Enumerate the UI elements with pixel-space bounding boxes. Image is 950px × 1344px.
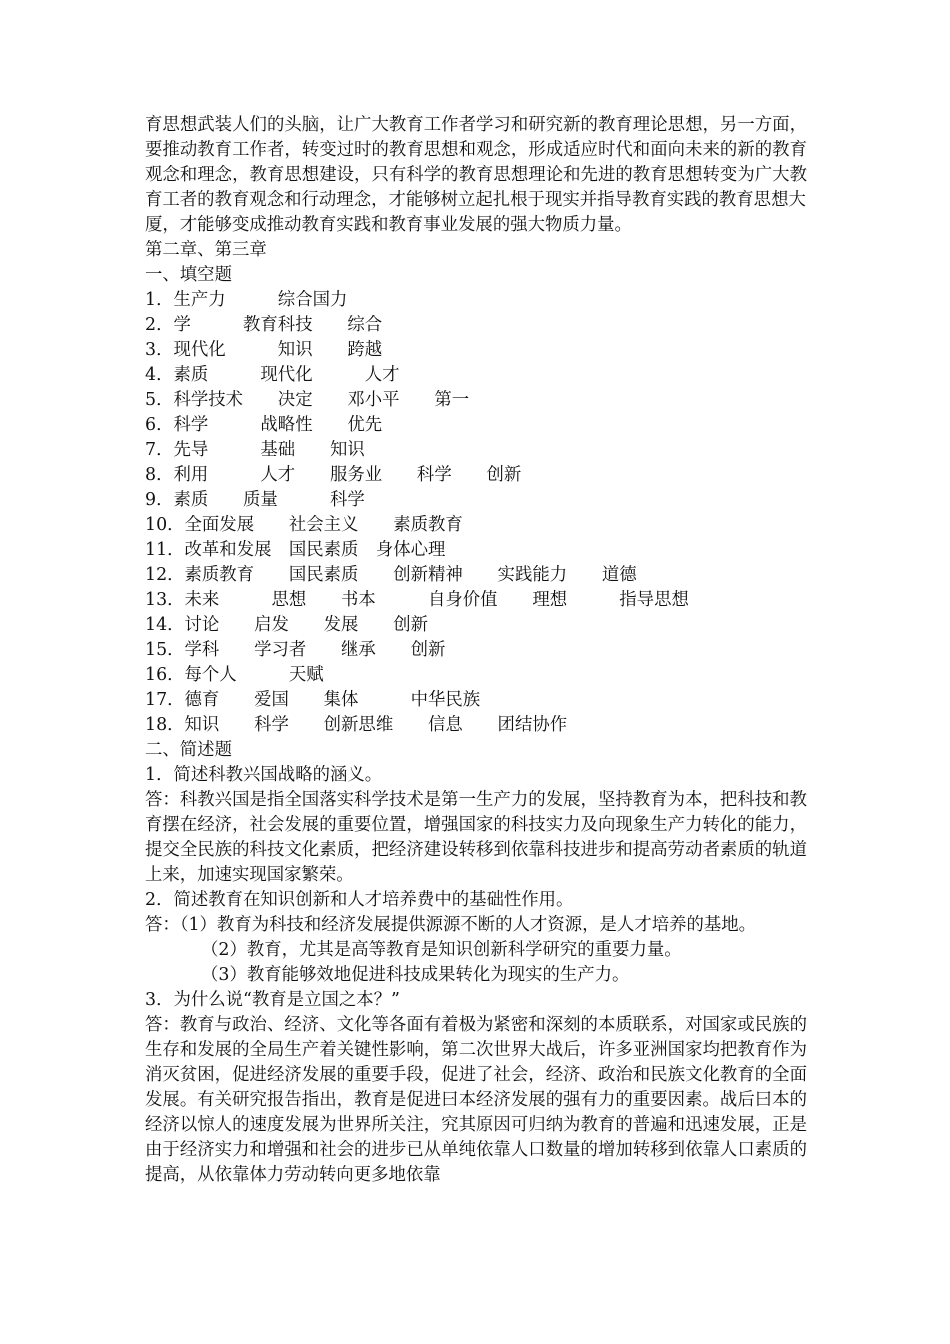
fill-blank-item: 8．利用 人才 服务业 科学 创新 [145,465,522,485]
fill-blank-item: 4．素质 现代化 人才 [145,365,400,385]
question-2: 2．简述教育在知识创新和人才培养费中的基础性作用。 [145,890,574,910]
question-3: 3．为什么说“教育是立国之本？” [145,990,400,1010]
document-page [145,113,807,1188]
answer-2-point-2: （2）教育，尤其是高等教育是知识创新科学研究的重要力量。 [201,940,682,960]
fill-blank-item: 16．每个人 天赋 [145,665,324,685]
fill-blank-heading: 一、填空题 [145,265,232,285]
answer-1: 答：科教兴国是指全国落实科学技术是第一生产力的发展，坚持教育为本，把科技和教育摆在经济，社会发展的重要位置，增强国家的科技实力及向现象生产力转化的能力，提交全民族的科技文化素质，把经济建设转移到依靠科技进步和提高劳动者素质的轨道上来，加速实现国家繁荣。 [145,790,807,885]
fill-blank-item: 2．学 教育科技 综合 [145,315,383,335]
fill-blank-item: 7．先导 基础 知识 [145,440,365,460]
fill-blank-item: 12．素质教育 国民素质 创新精神 实践能力 道德 [145,565,637,585]
fill-blank-item: 15．学科 学习者 继承 创新 [145,640,446,660]
fill-blank-list [145,288,807,738]
question-1: 1．简述科教兴国战略的涵义。 [145,765,383,785]
intro-continuation: 厦，才能够变成推动教育实践和教育事业发展的强大物质力量。 [145,215,632,235]
fill-blank-item: 9．素质 质量 科学 [145,490,365,510]
fill-blank-item: 11．改革和发展 国民素质 身体心理 [145,540,446,560]
fill-blank-item: 6．科学 战略性 优先 [145,415,383,435]
fill-blank-item: 13．未来 思想 书本 自身价值 理想 指导思想 [145,590,689,610]
fill-blank-item: 14．讨论 启发 发展 创新 [145,615,428,635]
fill-blank-item: 5．科学技术 决定 邓小平 第一 [145,390,470,410]
fill-blank-item: 3．现代化 知识 跨越 [145,340,383,360]
intro-paragraph: 育思想武装人们的头脑，让广大教育工作者学习和研究新的教育理论思想，另一方面，要推动教育工作者，转变过时的教育思想和观念，形成适应时代和面向未来的新的教育观念和理念，教育思想建设，只有科学的教育思想理论和先进的教育思想转变为广大教育工者的教育观念和行动理念，才能够树立起扎根于现实并指导教育实践的教育思想大 [145,115,807,210]
answer-2-point-3: （3）教育能够效地促进科技成果转化为现实的生产力。 [201,965,630,985]
answer-3: 答：教育与政治、经济、文化等各面有着极为紧密和深刻的本质联系，对国家或民族的生存和发展的全局生产着关键性影响，第二次世界大战后，许多亚洲国家均把教育作为消灭贫困，促进经济发展的重要手段，促进了社会，经济、政治和民族文化教育的全面发展。有关研究报告指出，教育是促进曰本经济发展的强有力的重要因素。战后曰本的经济以惊人的速度发展为世界所关注，究其原因可归纳为教育的普遍和迅速发展，正是由于经济实力和增强和社会的进步已从单纯依靠人口数量的增加转移到依靠人口素质的提高，从依靠体力劳动转向更多地依靠 [145,1015,807,1185]
fill-blank-item: 17．德育 爱国 集体 中华民族 [145,690,481,710]
answer-2-point-1: 答：（1）教育为科技和经济发展提供源源不断的人才资源，是人才培养的基地。 [145,915,757,935]
fill-blank-item: 1．生产力 综合国力 [145,290,348,310]
fill-blank-item: 10．全面发展 社会主义 素质教育 [145,515,463,535]
chapter-heading: 第二章、第三章 [145,240,267,260]
short-answer-heading: 二、简述题 [145,740,232,760]
fill-blank-item: 18．知识 科学 创新思维 信息 团结协作 [145,715,568,735]
